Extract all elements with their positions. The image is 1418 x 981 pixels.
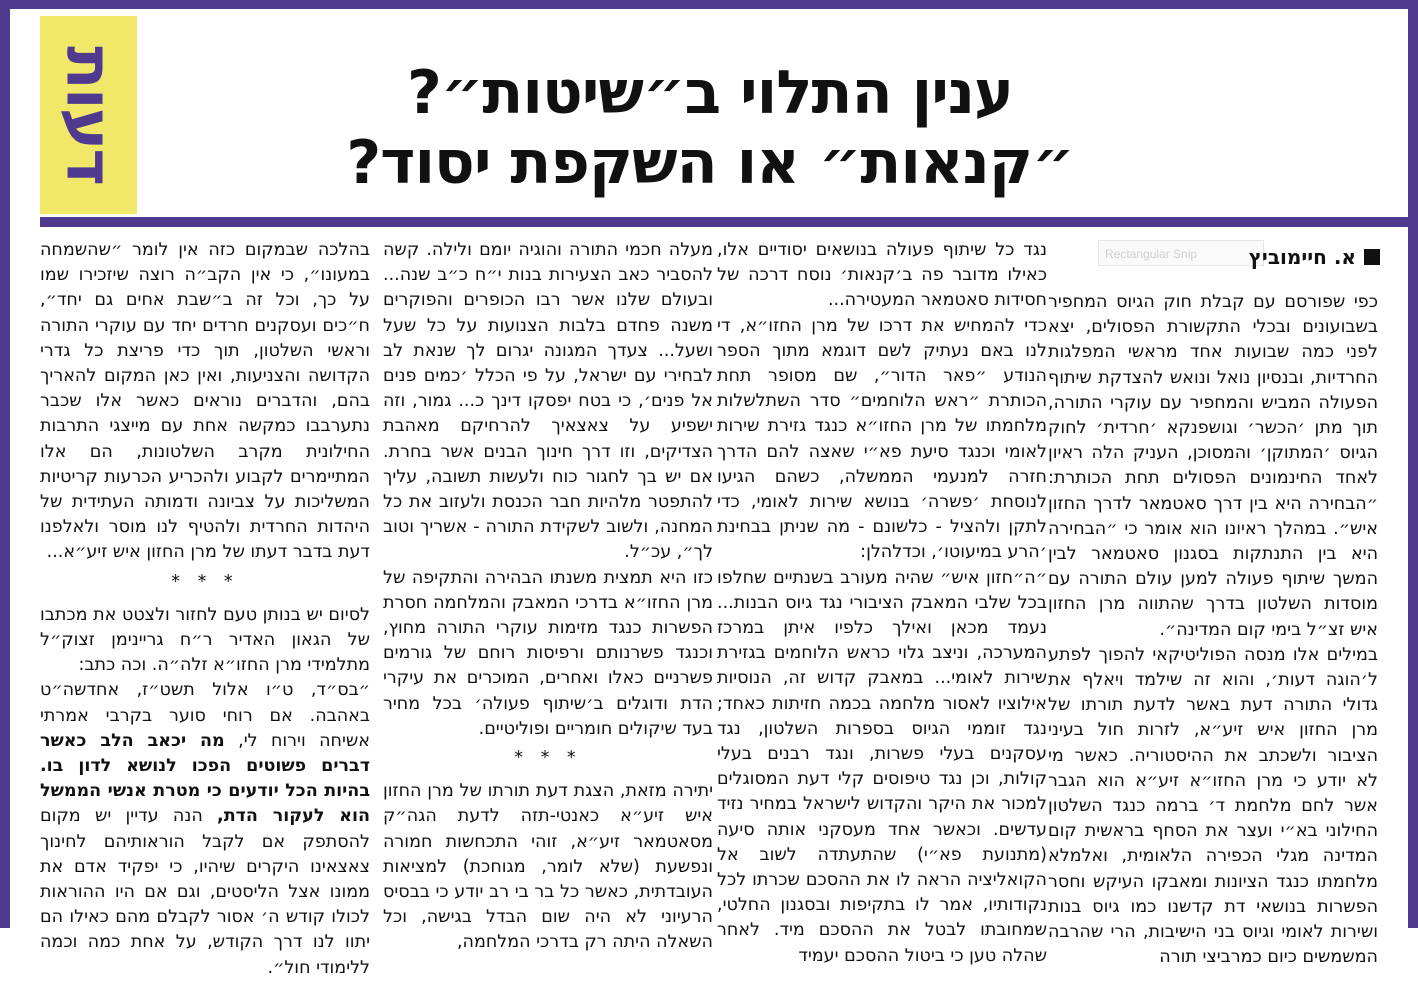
column-2-paragraph-2: כדי להמחיש את דרכו של מרן החזו״א, די לנו באם נעתיק לשם דוגמא מתוך הספר הנודע ״פאר הדור״, שם מסופר תחת הכותרת ״ראש הלוחמים״ סדר השתלשלות מלחמתו של מרן החזו״א כנגד גזירת שירות לאומי וכנגד סיעת פא״י שאצה להם הדרך חזרה למנעמי הממשלה, כשהם הגיעו לנוסחת ׳פשרה׳ בנושא שירות לאומי, כדי לתקן ולהציל - כלשונם - מה שניתן בבחינת ׳הרע במיעוטו׳, וכדלהלן:	[717, 315, 1047, 563]
article-column-4	[40, 238, 370, 978]
section-separator: * * *	[171, 571, 239, 592]
article-column-1	[1048, 290, 1378, 968]
column-2-paragraph-1: נגד כל שיתוף פעולה בנושאים יסודיים אלו, כאילו מדובר פה ב׳קנאות׳ נוסח דרכה של חסידות סאטמאר המעטירה...	[717, 240, 1047, 311]
section-tab-opinions	[40, 16, 137, 214]
headline-line-1: ענין התלוי ב״שיטות״?	[406, 58, 1014, 128]
column-1-paragraph-1: כפי שפורסם עם קבלת חוק הגיוס המחפיר בשבועונים ובכלי התקשורת הפסולים, יצא לפני כמה שבועות אחד מראשי המפלגות החרדיות, ובנסיון נואל ונואש להצדקת שיתוף הפעולה המביש והמחפיר עם עוקרי התורה, תוך מתן ׳הכשר׳ וגושפנקא ׳חרדית׳ לחוק הגיוס ׳המתוקן׳ והמסוכן, העניק הלה ראיון לאחד החינמונים הפסולים תחת הכותרת: ״הבחירה היא בין דרך סאטמאר לדרך החזון איש״. במהלך ראיונו הוא אומר כי ״הבחירה היא בין התנתקות בסגנון סאטמאר לבין המשך שיתוף פעולה למען עולם התורה עם מוסדות השלטון בדרך שהתווה מרן החזון איש זצ״ל בימי קום המדינה״.	[1048, 292, 1378, 640]
byline-square-icon	[1364, 249, 1380, 265]
headline-divider-bar	[40, 217, 1408, 227]
headline-line-2: ״קנאות״ או השקפת יסוד?	[346, 128, 1074, 198]
column-4-paragraph-1: בהלכה שבמקום כזה אין לומר ״שהשמחה במעונו״, כי אין הקב״ה רוצה שיזכירו שמו על כך, וכל זה ב״שבת אחים גם יחד״, ח״כים ועסקנים חרדים יחד עם עוקרי התורה וראשי השלטון, תוך כדי פריצת כל גדרי הקדושה והצניעות, ואין כאן המקום להאריך בהם, והדברים נוראים כאשר אלו שכבר נתערבבו כמקשה אחת עם מייצגי התרבות החילונית מקרב השלטונות, הם אלו המתיימרים לקבוע ולהכריע הכרעות קריטיות המשליכות על צביונה ודמותה העתידית של היהדות החרדית ולהטיף לנו מוסר ולאלפנו דעת בדבר דעתו של מרן החזון איש זיע״א...	[40, 240, 370, 563]
article-column-2	[717, 238, 1047, 966]
section-separator: * * *	[514, 748, 582, 769]
column-3-paragraph-1: מעלה חכמי התורה והוגיה יומם ולילה. קשה להסביר כאב הצעירות בנות י״ח כ״ב שנה... ובעולם שלנו אשר רבו הכופרים והפוקרים משנה פחדם בלבות הצנועות על כל שעל ושעל... צעדך המגונה יגרום לך שנאת לב לבחירי עם ישראל, על פי הכלל ׳כמים פנים אל פנים׳, כי בטח יפסקו דינך כ... גמור, וזה ישפיע על צאצאיך להרחיקם מאהבת הצדיקים, וזו דרך חינוך הבנים אשר בחרת. אם יש בך לחגור כוח ולעשות תשובה, עליך להתפטר מלהיות חבר הכנסת ולעזוב את כל המחנה, ולשוב לשקידת התורה - אשריך וטוב לך״, עכ״ל.	[383, 240, 713, 563]
column-4-paragraph-3	[40, 678, 370, 980]
left-frame-bar	[0, 0, 10, 928]
headline	[150, 58, 1270, 198]
top-frame-bar	[0, 0, 1418, 9]
letter-quote-lead: ״בס״ד, ט״ו אלול תשט״ז, אחדשה״ט באהבה. אם רוחי סוער בקרבי אמרתי אשיחה וירוח לי,	[40, 680, 370, 751]
section-tab-label: דעות	[51, 46, 126, 184]
column-3-paragraph-2: כזו היא תמצית משנתו הבהירה והתקיפה של מרן החזו״א בדרכי המאבק והמלחמה חסרת הפשרות כנגד מזימות עוקרי התורה מחוץ, וכנגד פשרנותם ורפיסות רוחם של גורמים פשרניים כאלו ואחרים, המוכרים את עיקרי הדת ודוגלים ב׳שיתוף פעולה׳ בכל מחיר בעד שיקולים חומריים ופוליטיים.	[383, 567, 713, 739]
column-3-paragraph-3: יתירה מזאת, הצגת דעת תורתו של מרן החזון איש זיע״א כאנטי-תזה לדעת הגה״ק מסאטמאר זיע״א, זוהי התכחשות חמורה ונפשעת (שלא לומר, מגוחכת) למציאות העובדתית, כאשר כל בר בי רב יודע כי בבסיס הרעיוני לא היה שום הבדל בגישה, וכל השאלה היתה רק בדרכי המלחמה,	[383, 781, 713, 953]
letter-quote-tail: הנה עדיין יש מקום להסתפק אם לקבל הוראותיהם לחינוך צאצאינו היקרים שיהיו, כי יפקיד אדם את ממונו אצל הליסטים, וגם אם היו ההוראות לכולו קודש ה׳ אסור לקבלם מהם כאילו הם יתוו לנו דרך הקודש, על אחת כמה וכמה ללימודי חול״.	[40, 806, 370, 978]
column-4-paragraph-2: לסיום יש בנותן טעם לחזור ולצטט את מכתבו של הגאון האדיר ר״ח גריינימן זצוק״ל מתלמידי מרן החזו״א זלה״ה. וכה כתב:	[40, 604, 370, 676]
column-2-paragraph-3: ״ה״חזון איש״ שהיה מעורב בשנתיים שחלפו בכל שלבי המאבק הציבורי נגד גיוס הבנות... נעמד מכאן ואילך כלפיו איתן במרכז המערכה, וניצב גלוי כראש הלוחמים בגזירת שירות לאומי... במאבק קדוש זה, הנוסיות אילוציו לאסור מלחמה בכמה חזיתות כאחד; נגד זוממי הגיוס בספרות השלטון, נגד עסקנים בעלי פשרות, ונגד רבנים בעלי קולות, וכן נגד טיפוסים קלי דעת המסוגלים למכור את היקר והקדוש לישראל במחיר נזיד עדשים. וכאשר אחד מעסקני אותה סיעה (מתנועת פא״י) שהתעתדה לשוב אל הקואליציה הראה לו את ההסכם שכרתו לכל נקודותיו, אמר לו בתקיפות ובסגנון החלטי, שמחובתו לבטל את ההסכם מיד. לאחר שהלה טען כי ביטול ההסכם יעמיד	[717, 567, 1047, 966]
byline-author: א. חיימוביץ	[1248, 245, 1356, 269]
snip-tool-watermark: Rectangular Snip	[1098, 240, 1264, 266]
column-1-paragraph-2: במילים אלו מנסה הפוליטיקאי להפוך לפתע ל׳הוגה דעות׳, והוא זה שילמד ויאלף את גדולי התורה דעת באשר לדעת תורתו של מרן החזון איש זיע״א, לזרות חול בעיני הציבור ולשכתב את ההיסטוריה. כאשר מי לא יודע כי מרן החזו״א זיע״א הוא הגבר אשר לחם מלחמת ד׳ ברמה כנגד השלטון החילוני בא״י ועצר את הסחף בראשית קום המדינה מגלי הכפירה הלאומית, ואלמלא מלחמתו כנגד הציונות ומאבקו העיקש וחסר הפשרות בנושאי דת קדשנו כמו גיוס בנות ושירות לאומי וגיוס בני הישיבות, הרי שהרבה המשמשים כיום כמרביצי תורה	[1048, 644, 1378, 968]
right-frame-bar	[1408, 0, 1418, 928]
letter-quote-bold: מה יכאב הלב כאשר דברים פשוטים הפכו לנושא לדון בו. בהיות הכל יודעים כי מטרת אנשי הממשל הוא לעקור הדת,	[40, 730, 370, 827]
byline	[1090, 240, 1380, 274]
article-column-3	[383, 238, 713, 953]
